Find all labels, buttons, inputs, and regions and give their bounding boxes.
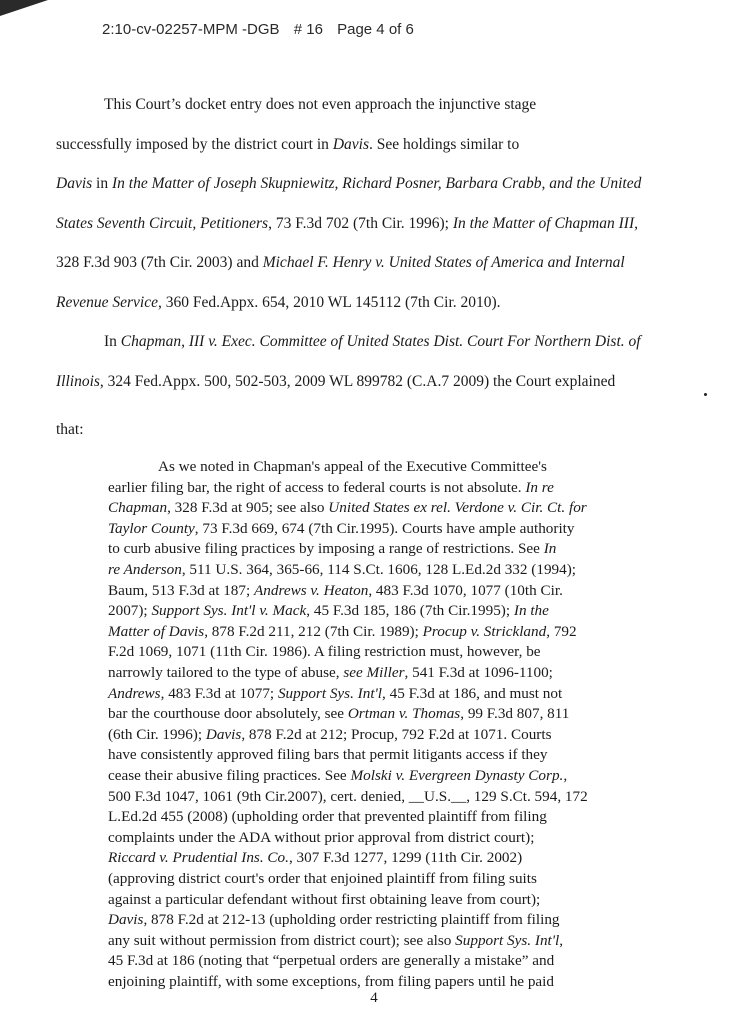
body_lines-line [56,373,615,391]
quote_lines-text: Procup v. Strickland [422,622,547,640]
quote_lines-text: Ortman v. Thomas [347,705,461,723]
quote_lines-text: Support Sys. Int'l [277,684,383,702]
quote_lines-text: see Miller [343,664,405,681]
quote_lines-text: any suit without permission from district court); see also [108,931,456,949]
quote_lines-line [158,458,547,476]
quote_lines-line [108,705,569,723]
quote_lines-text: (6th Cir. 1996); [108,725,206,743]
quote_lines-text: enjoining plaintiff, with some exceptions, from filing papers until he paid [108,973,554,990]
quote_lines-line [108,849,522,867]
document-number: # 16 [293,21,323,38]
body_lines-text: Davis [332,136,369,153]
quote_lines-text: , 511 U.S. 364, 365-66, 114 S.Ct. 1606, 128 L.Ed.2d 332 (1994); [181,561,576,578]
quote_lines-line [108,746,547,764]
body_lines-text: in [92,175,112,192]
body_lines-text: that: [56,421,84,438]
body_lines-text: This Court’s docket entry does not even approach the injunctive stage [104,96,537,113]
quote_lines-text: In the [513,602,549,620]
quote_lines-line [108,911,560,929]
stray-mark [704,393,707,396]
quote_lines-text: , 878 F.2d at 212-13 (upholding order restricting plaintiff from filing [143,911,560,929]
body_lines-text: In the Matter of Chapman III, [452,215,638,232]
quote_lines-line [108,561,576,579]
body_lines-line [104,96,536,114]
quote_lines-text: , 45 F.3d at 186, and must not [382,684,563,702]
body_lines-line [56,175,641,193]
page-number: 4 [370,990,378,1006]
body_lines-text: successfully imposed by the district court in [56,136,333,153]
body_lines-text: Davis [56,175,93,192]
quote_lines-text: bar the courthouse door absolutely, see [108,705,348,723]
quote_lines-text: Taylor County [108,519,195,537]
quote_lines-text: 2007); [108,602,152,620]
body_lines-text: , 324 Fed.Appx. 500, 502-503, 2009 WL 899782 (C.A.7 2009) the Court explained [99,373,616,390]
quote_lines-line [108,582,563,600]
quote_lines-text: to curb abusive filing practices by imposing a range of restrictions. See [108,540,544,558]
quote_lines-text: , 541 F.3d at 1096-1100; [404,664,553,681]
body_lines-text: Chapman, III v. Exec. Committee of United States Dist. Court For Northern Dist. of [120,333,641,350]
quote_lines-text: In [543,540,557,558]
quote_lines-line [108,829,534,847]
quote_lines-text: L.Ed.2d 455 (2008) (upholding order that prevented plaintiff from filing [108,808,547,826]
quote_lines-text: Chapman [108,499,168,517]
quote_lines-text: , 99 F.3d 807, 811 [460,705,570,723]
quote_lines-line [108,891,540,909]
quote_lines-text: Davis [108,911,144,929]
body_lines-line [56,254,625,272]
quote_lines-text: earlier filing bar, the right of access to federal courts is not absolute. [108,478,526,496]
quote_lines-text: Riccard v. Prudential Ins. Co. [108,849,289,867]
body_lines-text: 328 F.3d 903 (7th Cir. 2003) and [56,254,263,271]
quote_lines-text: , 328 F.3d at 905; see also [167,499,329,517]
quote_lines-text: complaints under the ADA without prior approval from district court); [108,828,535,846]
body_lines-text: . See holdings similar to [368,136,520,153]
quote_lines-text: 500 F.3d 1047, 1061 (9th Cir.2007), cert. denied, __U.S.__, 129 S.Ct. 594, 172 [108,787,588,805]
quote_lines-text: , 792 [546,622,577,640]
quote_lines-text: , 73 F.3d 669, 674 (7th Cir.1995). Courts have ample authority [194,519,575,537]
quote_lines-text: , 45 F.3d 185, 186 (7th Cir.1995); [306,602,514,620]
case-header [102,21,424,38]
quote_lines-text: re Anderson [108,561,182,578]
quote_lines-line [108,540,556,558]
body_lines-line [56,215,638,233]
quote_lines-text: Support Sys. Int'l [455,931,560,949]
quote_lines-line [108,685,562,703]
quote_lines-text: Andrews v. Heaton [254,581,369,599]
quote_lines-line [108,726,552,744]
quote_lines-line [108,952,554,970]
body_lines-line [56,136,519,154]
body_lines-text: , 360 Fed.Appx. 654, 2010 WL 145112 (7th Cir. 2010). [157,294,501,311]
quote_lines-text: (approving district court's order that enjoined plaintiff from filing suits [108,870,537,887]
quote_lines-text: , [563,767,568,784]
body_lines-text: , 73 F.3d 702 (7th Cir. 1996); [268,215,453,232]
quote_lines-text: Support Sys. Int'l v. Mack [151,602,307,620]
quote_lines-text: In re [525,478,554,496]
quote_lines-line [108,623,577,641]
quote_lines-text: , 878 F.2d 211, 212 (7th Cir. 1989); [204,622,423,640]
quote_lines-text: Molski v. Evergreen Dynasty Corp. [350,767,564,784]
body_lines-text: States Seventh Circuit, Petitioners [56,215,269,232]
body_lines-text: Michael F. Henry v. United States of America and Internal [262,254,625,271]
quote_lines-text: 45 F.3d at 186 (noting that “perpetual orders are generally a mistake” and [108,952,555,970]
quote_lines-line [108,973,554,991]
quote_lines-text: United States ex rel. Verdone v. Cir. Ct. for [328,499,587,517]
quote_lines-line [108,932,563,950]
body_lines-line [56,294,501,312]
quote_lines-text: , 307 F.3d 1277, 1299 (11th Cir. 2002) [288,849,523,867]
quote_lines-text: Davis [205,725,242,743]
quote_lines-text: , 483 F.3d 1070, 1077 (10th Cir. [368,581,563,599]
quote_lines-text: F.2d 1069, 1071 (11th Cir. 1986). A filing restriction must, however, be [108,643,541,661]
quote_lines-line [108,808,547,826]
body_lines-text: Revenue Service [56,294,158,311]
quote_lines-line [108,643,541,661]
quote_lines-line [108,499,587,517]
quote_lines-line [108,870,537,888]
case-number: 2:10-cv-02257-MPM -DGB [102,21,280,38]
quote_lines-text: have consistently approved filing bars that permit litigants access if they [108,746,548,764]
quote_lines-line [108,664,553,682]
quote_lines-line [108,788,588,806]
quote_lines-line [108,602,549,620]
quote_lines-text: , 483 F.3d at 1077; [160,684,278,702]
page-indicator: Page 4 of 6 [337,21,414,38]
body_lines-line [56,421,84,439]
quote_lines-text: , [559,931,564,949]
quote_lines-text: Matter of Davis [108,622,205,640]
body_lines-text: In the Matter of Joseph Skupniewitz, Richard Posner, Barbara Crabb, and the United [111,175,642,192]
body_lines-text: In [104,333,121,350]
body_lines-line [104,333,641,351]
quote_lines-text: against a particular defendant without first obtaining leave from court); [108,890,541,908]
quote_lines-line [108,520,574,538]
quote_lines-text: narrowly tailored to the type of abuse, [108,664,344,681]
page-corner-fold [0,0,48,16]
quote_lines-text: Baum, 513 F.3d at 187; [108,581,255,599]
quote_lines-text: As we noted in Chapman's appeal of the Executive Committee's [158,458,547,475]
body_lines-text: Illinois [56,373,100,390]
quote_lines-text: Andrews [108,684,161,702]
quote_lines-text: , 878 F.2d at 212; Procup, 792 F.2d at 1071. Courts [241,725,552,743]
quote_lines-text: cease their abusive filing practices. See [108,767,351,784]
quote_lines-line [108,767,567,785]
quote_lines-line [108,479,554,497]
